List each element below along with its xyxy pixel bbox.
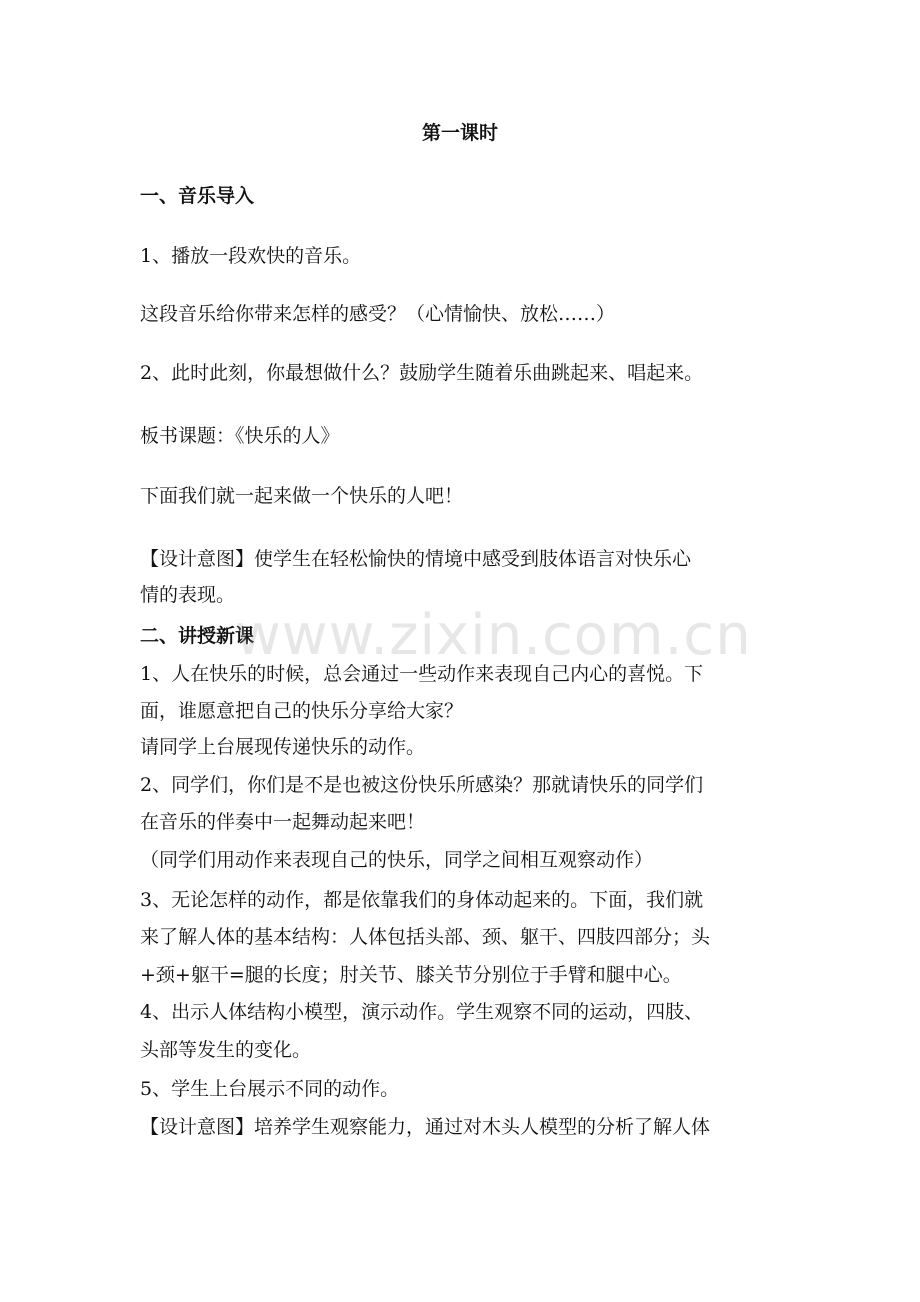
section1-paragraph-3: 2、此时此刻，你最想做什么？鼓励学生随着乐曲跳起来、唱起来。 <box>140 362 704 384</box>
section2-heading: 二、讲授新课 <box>140 625 255 647</box>
section2-line: 1、人在快乐的时候，总会通过一些动作来表现自己内心的喜悦。下 <box>140 663 704 685</box>
section2-line: 请同学上台展现传递快乐的动作。 <box>140 736 426 758</box>
section2-line: 面，谁愿意把自己的快乐分享给大家？ <box>140 700 464 722</box>
section2-line: +颈+躯干=腿的长度；肘关节、膝关节分别位于手臂和腿中心。 <box>140 964 682 986</box>
section1-paragraph-2: 这段音乐给你带来怎样的感受？（心情愉快、放松……） <box>140 303 616 325</box>
section2-line: 在音乐的伴奏中一起舞动起来吧！ <box>140 811 426 833</box>
section1-paragraph-1: 1、播放一段欢快的音乐。 <box>140 245 362 267</box>
section2-line: 5、学生上台展示不同的动作。 <box>140 1078 400 1100</box>
section2-line: 2、同学们，你们是不是也被这份快乐所感染？那就请快乐的同学们 <box>140 774 704 796</box>
section1-paragraph-5: 下面我们就一起来做一个快乐的人吧！ <box>140 485 464 507</box>
section1-design-intent-line2: 情的表现。 <box>140 584 236 606</box>
section1-heading: 一、音乐导入 <box>140 185 255 207</box>
section2-line: 3、无论怎样的动作，都是依靠我们的身体动起来的。下面，我们就 <box>140 889 704 911</box>
section2-line: （同学们用动作来表现自己的快乐，同学之间相互观察动作） <box>140 849 654 871</box>
section2-line: 来了解人体的基本结构：人体包括头部、颈、躯干、四肢四部分；头 <box>140 926 711 948</box>
section1-design-intent-line1: 【设计意图】使学生在轻松愉快的情境中感受到肢体语言对快乐心 <box>140 548 692 570</box>
section2-line: 4、出示人体结构小模型，演示动作。学生观察不同的运动，四肢、 <box>140 1001 704 1023</box>
watermark: www.zixin.com.cn <box>235 603 752 668</box>
section1-paragraph-4: 板书课题：《快乐的人》 <box>140 425 340 447</box>
section2-line: 【设计意图】培养学生观察能力，通过对木头人模型的分析了解人体 <box>140 1116 711 1138</box>
lesson-title: 第一课时 <box>421 122 498 144</box>
section2-line: 头部等发生的变化。 <box>140 1039 312 1061</box>
